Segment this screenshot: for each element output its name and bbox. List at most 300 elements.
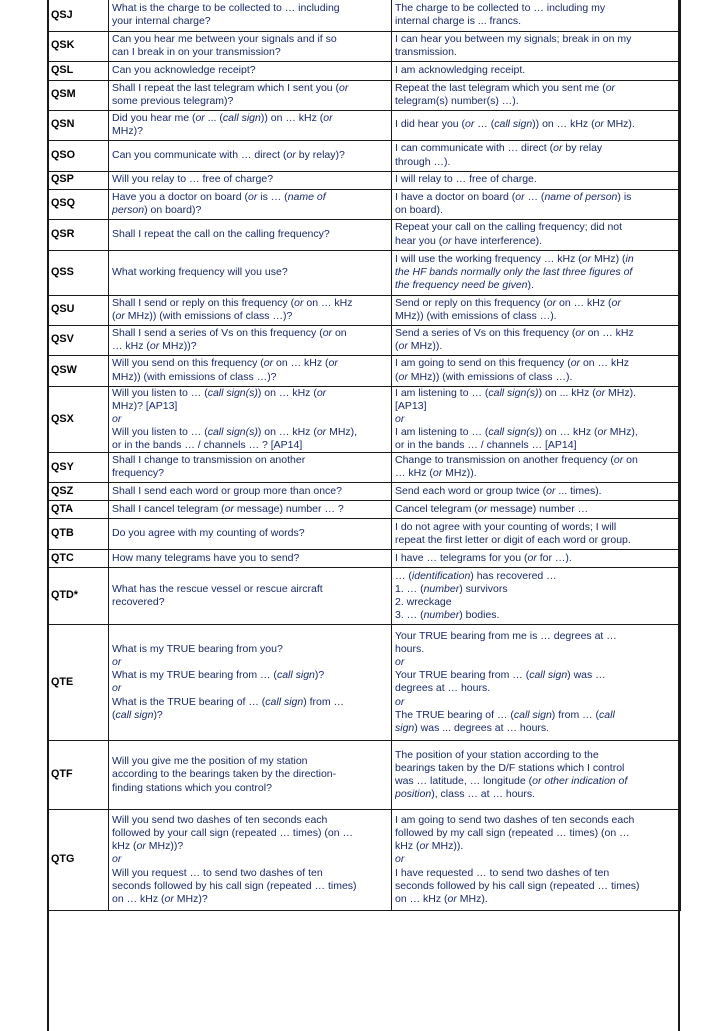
- answer-line: [395, 266, 677, 279]
- answer-line: [395, 173, 677, 186]
- answer-line: [395, 64, 677, 77]
- italic-text-run: or: [581, 252, 592, 265]
- text-run: frequency?: [112, 467, 164, 480]
- text-run: ) from … (: [551, 708, 600, 721]
- answer-line: [395, 827, 677, 840]
- text-run: repeat the first letter or digit of each word or group.: [395, 533, 631, 546]
- q-code-cell: QTC: [49, 549, 109, 567]
- text-run: message) number …: [487, 502, 589, 515]
- text-run: I am listening to … (: [395, 425, 489, 438]
- answer-line: [395, 82, 677, 95]
- text-run: recovered?: [112, 595, 165, 608]
- question-line: [112, 485, 388, 498]
- italic-text-run: the frequency need be given: [395, 279, 528, 292]
- text-run: (: [112, 310, 116, 322]
- table-row: [49, 31, 681, 61]
- table-row: [49, 110, 681, 140]
- text-run: I have … telegrams for you (: [395, 551, 528, 564]
- answer-line: [395, 669, 677, 682]
- text-run: or in the bands … / channels … [AP14]: [395, 438, 577, 451]
- text-run: I will relay to … free of charge.: [395, 173, 537, 186]
- text-run: by relay)?: [295, 148, 345, 161]
- answer-line: [395, 570, 677, 583]
- italic-text-run: or: [115, 310, 125, 322]
- text-run: MHz))?: [159, 340, 197, 352]
- italic-text-run: or: [395, 656, 405, 669]
- italic-text-run: person: [112, 204, 145, 216]
- text-run: Shall I cancel telegram (: [112, 502, 225, 515]
- italic-text-run: or: [527, 551, 537, 564]
- text-run: according to the bearings taken by the direction-: [112, 768, 337, 781]
- question-cell: [109, 518, 392, 549]
- question-cell: [109, 80, 392, 110]
- answer-cell: [392, 452, 681, 482]
- text-run: I am going to send two dashes of ten seconds each: [395, 814, 635, 827]
- table-row: [49, 189, 681, 219]
- table-row: [49, 567, 681, 624]
- answer-cell: [392, 567, 681, 624]
- q-code-cell: QSW: [49, 355, 109, 386]
- text-run: 1. … (: [395, 582, 424, 595]
- text-run: I am going to send on this frequency (: [395, 357, 571, 370]
- italic-text-run: number: [423, 609, 460, 622]
- italic-text-run: or: [195, 111, 205, 124]
- italic-text-run: or: [112, 682, 122, 695]
- q-code-table-body: [49, 0, 681, 910]
- text-run: Will you send on this frequency (: [112, 357, 264, 370]
- italic-text-run: or: [395, 853, 405, 866]
- q-code-cell: QSO: [49, 140, 109, 171]
- question-line: [112, 204, 388, 217]
- question-cell: [109, 482, 392, 500]
- answer-line: [395, 297, 677, 310]
- text-run: [AP13]: [395, 399, 427, 412]
- answer-line: [395, 583, 677, 596]
- italic-text-run: the HF bands normally only the last three figures of: [395, 265, 633, 278]
- table-row: [49, 61, 681, 80]
- text-run: on board).: [395, 204, 443, 216]
- text-run: Your TRUE bearing from me is … degrees at …: [395, 630, 617, 643]
- text-run: Repeat the last telegram which you sent me (: [395, 81, 606, 94]
- text-run: bearings taken by the D/F stations which I control: [395, 761, 625, 774]
- text-run: I can communicate with … direct (: [395, 142, 554, 155]
- answer-line: [395, 853, 677, 866]
- italic-text-run: or: [419, 840, 429, 853]
- italic-text-run: or: [294, 296, 304, 309]
- text-run: on … kHz (: [556, 296, 612, 309]
- text-run: The position of your station according to the: [395, 748, 599, 761]
- answer-cell: [392, 61, 681, 80]
- text-run: ) on … kHz (: [538, 425, 598, 438]
- table-row: [49, 219, 681, 250]
- text-run: was … latitude, … longitude (: [395, 774, 533, 787]
- answer-line: [395, 156, 677, 169]
- answer-line: [395, 893, 677, 906]
- question-line: [112, 669, 388, 682]
- answer-line: [395, 371, 677, 384]
- question-line: [112, 596, 388, 609]
- q-code-cell: QSP: [49, 171, 109, 189]
- italic-text-run: or: [112, 412, 122, 425]
- text-run: Shall I send or reply on this frequency (: [112, 296, 295, 309]
- text-run: What working frequency will you use?: [112, 265, 288, 278]
- text-run: on … kHz (: [112, 892, 165, 905]
- question-line: [112, 125, 388, 138]
- text-run: ... (: [204, 111, 223, 124]
- text-run: or in the bands … / channels … ? [AP14]: [112, 438, 303, 451]
- answer-line: [395, 552, 677, 565]
- answer-line: [395, 840, 677, 853]
- answer-line: [395, 327, 677, 340]
- question-line: [112, 696, 388, 709]
- q-code-cell: QSQ: [49, 189, 109, 219]
- q-code-table: [48, 0, 681, 911]
- q-code-cell: QSM: [49, 80, 109, 110]
- question-line: [112, 552, 388, 565]
- text-run: MHz)?: [173, 892, 208, 905]
- answer-line: [395, 387, 677, 400]
- text-run: Will you send two dashes of ten seconds each: [112, 814, 328, 827]
- answer-cell: [392, 250, 681, 295]
- text-run: hours.: [395, 643, 425, 656]
- answer-cell: [392, 80, 681, 110]
- table-row: [49, 80, 681, 110]
- italic-text-run: or: [595, 386, 606, 399]
- text-run: on … kHz: [584, 326, 634, 339]
- table-row: [49, 295, 681, 325]
- table-row: [49, 250, 681, 295]
- text-run: 2. wreckage: [395, 595, 452, 608]
- text-run: MHz)) (with emissions of class …).: [395, 310, 557, 322]
- question-cell: [109, 61, 392, 80]
- text-run: on … kHz: [303, 296, 353, 309]
- question-line: [112, 527, 388, 540]
- answer-line: [395, 596, 677, 609]
- answer-line: [395, 775, 677, 788]
- table-row: [49, 549, 681, 567]
- text-run: The charge to be collected to … including my: [395, 2, 606, 15]
- text-run: MHz)).: [428, 840, 464, 853]
- question-line: [112, 297, 388, 310]
- text-run: on … kHz (: [273, 357, 329, 370]
- text-run: (: [395, 340, 399, 352]
- italic-text-run: or: [398, 340, 408, 352]
- question-line: [112, 583, 388, 596]
- question-cell: [109, 140, 392, 171]
- text-run: MHz)? [AP13]: [112, 399, 178, 412]
- question-line: [112, 782, 388, 795]
- italic-text-run: or: [570, 357, 581, 370]
- text-run: some previous telegram)?: [112, 95, 234, 107]
- answer-cell: [392, 110, 681, 140]
- italic-text-run: or other indication of: [532, 774, 628, 787]
- answer-line: [395, 485, 677, 498]
- italic-text-run: or: [395, 412, 405, 425]
- italic-text-run: or: [316, 386, 327, 399]
- text-run: … (: [474, 118, 495, 131]
- text-run: Cancel telegram (: [395, 502, 478, 515]
- italic-text-run: identification: [411, 569, 471, 582]
- italic-text-run: or: [164, 892, 174, 905]
- q-code-cell: QTD*: [49, 567, 109, 624]
- text-run: hear you (: [395, 234, 443, 247]
- text-run: ) bodies.: [459, 609, 500, 622]
- italic-text-run: or: [613, 454, 624, 467]
- text-run: What is the charge to be collected to … including: [112, 2, 340, 15]
- answer-line: [395, 814, 677, 827]
- text-run: I am listening to … (: [395, 386, 489, 399]
- text-run: ) on ... kHz (: [538, 386, 596, 399]
- italic-text-run: or: [442, 234, 452, 247]
- text-run: MHz)) (with emissions of class …)?: [124, 310, 293, 322]
- italic-text-run: or: [322, 326, 333, 339]
- text-run: ) was …: [567, 669, 606, 682]
- text-run: Your TRUE bearing from … (: [395, 669, 530, 682]
- answer-line: [395, 696, 677, 709]
- question-line: [112, 768, 388, 781]
- question-cell: [109, 500, 392, 518]
- text-run: Will you listen to … (: [112, 386, 208, 399]
- text-run: I do not agree with your counting of words; I will: [395, 520, 617, 533]
- italic-text-run: or: [112, 853, 122, 866]
- answer-line: [395, 142, 677, 155]
- text-run: finding stations which you control?: [112, 781, 272, 794]
- italic-text-run: or: [149, 340, 160, 352]
- table-row: [49, 624, 681, 740]
- text-run: ) on … kHz (: [257, 386, 317, 399]
- q-code-cell: QSN: [49, 110, 109, 140]
- answer-line: [395, 439, 677, 452]
- answer-cell: [392, 140, 681, 171]
- answer-line: [395, 534, 677, 547]
- question-line: [112, 173, 388, 186]
- question-line: [112, 814, 388, 827]
- text-run: ) on board)?: [144, 204, 202, 216]
- answer-line: [395, 15, 677, 28]
- text-run: I have requested … to send two dashes of ten: [395, 866, 610, 879]
- text-run: message) number … ?: [233, 502, 344, 515]
- text-run: Shall I change to transmission on another: [112, 454, 306, 467]
- answer-cell: [392, 740, 681, 809]
- italic-text-run: name of person: [544, 190, 618, 203]
- text-run: (: [395, 370, 399, 383]
- text-run: MHz),: [326, 425, 358, 438]
- text-run: Shall I send a series of Vs on this frequency (: [112, 326, 323, 339]
- answer-line: [395, 630, 677, 643]
- text-run: )) on … kHz (: [532, 118, 595, 131]
- question-line: [112, 95, 388, 108]
- text-run: What is my TRUE bearing from … (: [112, 669, 277, 682]
- italic-text-run: or: [575, 326, 585, 339]
- text-run: MHz)) (with emissions of class …).: [407, 370, 573, 383]
- italic-text-run: or: [546, 296, 557, 309]
- question-line: [112, 64, 388, 77]
- question-cell: [109, 549, 392, 567]
- answer-line: [395, 467, 677, 480]
- text-run: Do you agree with my counting of words?: [112, 527, 305, 540]
- text-run: have interference).: [451, 234, 543, 247]
- text-run: ) was ... degrees at … hours.: [414, 721, 550, 734]
- italic-text-run: call sign(s): [207, 425, 258, 438]
- text-run: ) has recovered …: [470, 569, 557, 582]
- text-run: What has the rescue vessel or rescue aircraft: [112, 582, 323, 595]
- answer-line: [395, 656, 677, 669]
- text-run: ).: [527, 279, 534, 292]
- answer-line: [395, 253, 677, 266]
- italic-text-run: call sign: [276, 669, 315, 682]
- text-run: your internal charge?: [112, 15, 211, 28]
- italic-text-run: call sign: [222, 111, 261, 124]
- question-line: [112, 46, 388, 59]
- italic-text-run: or: [224, 502, 234, 515]
- italic-text-run: or: [477, 502, 488, 515]
- text-run: kHz (: [395, 840, 420, 853]
- answer-cell: [392, 518, 681, 549]
- text-run: What is the TRUE bearing of … (: [112, 695, 266, 708]
- italic-text-run: name of: [287, 190, 326, 203]
- answer-line: [395, 788, 677, 801]
- question-line: [112, 840, 388, 853]
- table-row: [49, 386, 681, 452]
- italic-text-run: or: [323, 111, 333, 124]
- question-line: [112, 454, 388, 467]
- text-run: Can you acknowledge receipt?: [112, 63, 256, 76]
- question-cell: [109, 325, 392, 355]
- text-run: for …).: [536, 551, 572, 564]
- question-line: [112, 467, 388, 480]
- question-line: [112, 503, 388, 516]
- text-run: … (: [395, 569, 412, 582]
- question-line: [112, 33, 388, 46]
- italic-text-run: or: [597, 425, 607, 438]
- table-row: [49, 355, 681, 386]
- italic-text-run: or: [316, 425, 327, 438]
- table-row: [49, 740, 681, 809]
- question-cell: [109, 624, 392, 740]
- q-code-cell: QSY: [49, 452, 109, 482]
- answer-line: [395, 357, 677, 370]
- italic-text-run: call sign: [513, 708, 552, 721]
- q-code-cell: QTF: [49, 740, 109, 809]
- text-run: followed by your call sign (repeated … times) (on …: [112, 827, 354, 840]
- table-row: [49, 518, 681, 549]
- text-run: What is my TRUE bearing from you?: [112, 643, 283, 656]
- question-cell: [109, 171, 392, 189]
- text-run: seconds followed by his call sign (repeated … times): [112, 879, 357, 892]
- text-run: on … kHz: [580, 357, 630, 370]
- answer-line: [395, 609, 677, 622]
- question-line: [112, 656, 388, 669]
- italic-text-run: or: [465, 118, 475, 131]
- italic-text-run: or: [605, 81, 616, 94]
- text-run: I can hear you between my signals; break in on my: [395, 32, 632, 45]
- text-run: on: [332, 326, 347, 339]
- q-code-cell: QTB: [49, 518, 109, 549]
- question-cell: [109, 355, 392, 386]
- question-line: [112, 643, 388, 656]
- answer-line: [395, 709, 677, 722]
- italic-text-run: call sign(s): [488, 386, 539, 399]
- question-line: [112, 400, 388, 413]
- italic-text-run: call sign(s): [488, 425, 539, 438]
- text-run: MHz) (: [591, 252, 626, 265]
- text-run: )?: [153, 708, 163, 721]
- answer-line: [395, 310, 677, 323]
- text-run: I am acknowledging receipt.: [395, 63, 526, 76]
- question-line: [112, 413, 388, 426]
- table-row: [49, 500, 681, 518]
- text-run: Will you relay to … free of charge?: [112, 173, 274, 186]
- text-run: MHz),: [606, 425, 638, 438]
- answer-line: [395, 454, 677, 467]
- text-run: How many telegrams have you to send?: [112, 551, 300, 564]
- question-cell: [109, 452, 392, 482]
- question-cell: [109, 0, 392, 31]
- answer-line: [395, 867, 677, 880]
- italic-text-run: or: [546, 484, 556, 497]
- answer-cell: [392, 0, 681, 31]
- answer-line: [395, 95, 677, 108]
- question-line: [112, 682, 388, 695]
- q-code-cell: QTG: [49, 809, 109, 910]
- text-run: Can you hear me between your signals and if so: [112, 32, 337, 45]
- answer-cell: [392, 219, 681, 250]
- italic-text-run: or: [248, 190, 258, 203]
- question-line: [112, 371, 388, 384]
- text-run: … kHz (: [395, 467, 433, 480]
- answer-line: [395, 2, 677, 15]
- answer-line: [395, 503, 677, 516]
- text-run: … (: [524, 190, 545, 203]
- text-run: Send or reply on this frequency (: [395, 296, 547, 309]
- italic-text-run: in: [625, 252, 634, 265]
- italic-text-run: or: [553, 142, 563, 155]
- question-line: [112, 827, 388, 840]
- question-cell: [109, 110, 392, 140]
- italic-text-run: or: [447, 892, 457, 905]
- text-run: Send a series of Vs on this frequency (: [395, 326, 576, 339]
- q-code-cell: QSK: [49, 31, 109, 61]
- text-run: ... times).: [555, 484, 602, 497]
- q-code-document: [48, 0, 680, 911]
- question-cell: [109, 250, 392, 295]
- question-line: [112, 340, 388, 353]
- italic-text-run: call sign: [529, 669, 568, 682]
- answer-cell: [392, 355, 681, 386]
- answer-cell: [392, 189, 681, 219]
- text-run: Will you listen to … (: [112, 425, 208, 438]
- text-run: Send each word or group twice (: [395, 484, 547, 497]
- text-run: I did hear you (: [395, 118, 466, 131]
- text-run: MHz)).: [442, 467, 477, 480]
- table-row: [49, 0, 681, 31]
- text-run: degrees at … hours.: [395, 682, 491, 695]
- question-line: [112, 82, 388, 95]
- italic-text-run: or: [611, 296, 621, 309]
- q-code-cell: QTE: [49, 624, 109, 740]
- text-run: )?: [314, 669, 325, 682]
- question-cell: [109, 31, 392, 61]
- text-run: Shall I send each word or group more than once?: [112, 484, 342, 497]
- question-line: [112, 310, 388, 323]
- q-code-cell: QTA: [49, 500, 109, 518]
- question-line: [112, 266, 388, 279]
- q-code-cell: QSV: [49, 325, 109, 355]
- italic-text-run: call sign(s): [207, 386, 258, 399]
- answer-cell: [392, 386, 681, 452]
- italic-text-run: call sign: [115, 708, 154, 721]
- text-run: on … kHz (: [395, 892, 448, 905]
